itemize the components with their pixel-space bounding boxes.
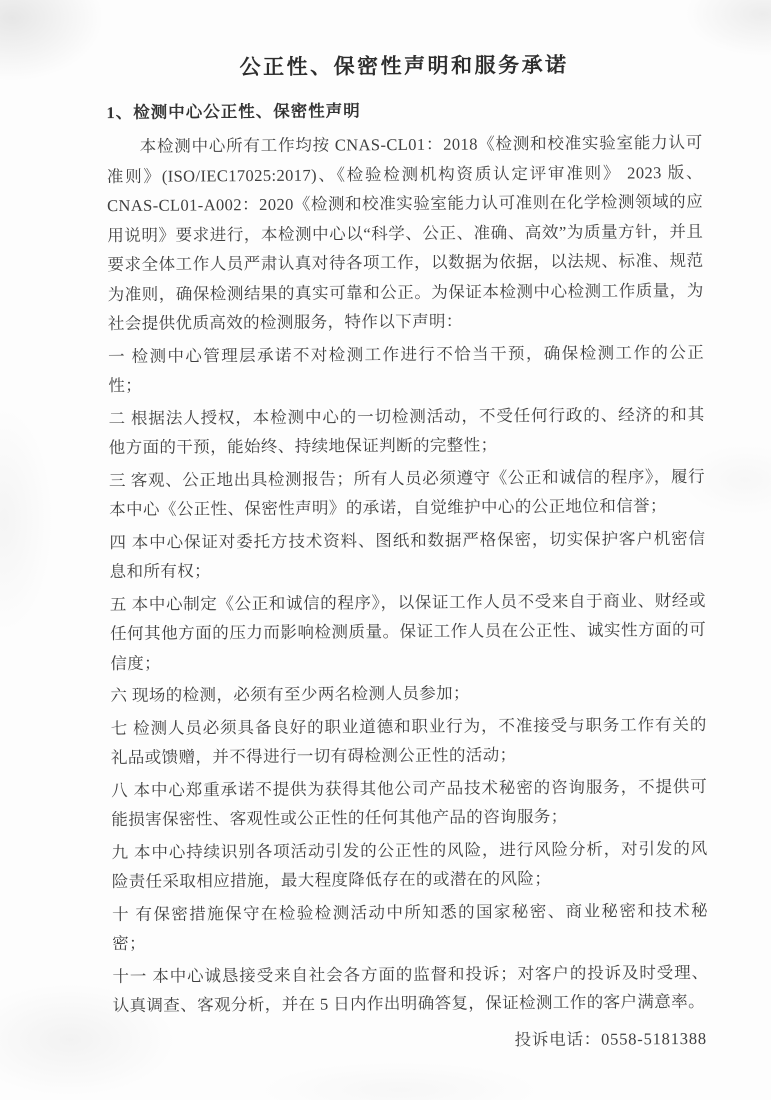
statement-item-4: 四 本中心保证对委托方技术资料、图纸和数据严格保密，切实保护客户机密信息和所有权； bbox=[109, 528, 706, 582]
statement-item-3: 三 客观、公正地出具检测报告；所有人员必须遵守《公正和诚信的程序》，履行本中心《公正性、保密性声明》的承诺，自觉维护中心的公正地位和信誉； bbox=[108, 466, 706, 520]
complaint-phone-number: 0558-5181388 bbox=[600, 1028, 707, 1049]
statement-item-11: 十一 本中心诚恳接受来自社会各方面的监督和投诉；对客户的投诉及时受理、认真调查、客观分析，并在 5 日内作出明确答复，保证检测工作的客户满意率。 bbox=[112, 962, 709, 1016]
complaint-phone-line bbox=[113, 1023, 707, 1057]
complaint-phone-label: 投诉电话： bbox=[514, 1029, 602, 1049]
statement-item-10: 十 有保密措施保守在检验检测活动中所知悉的国家秘密、商业秘密和技术秘密； bbox=[111, 900, 709, 954]
statement-item-5: 五 本中心制定《公正和诚信的程序》，以保证工作人员不受来自于商业、财经或任何其他方面的压力而影响检测质量。保证工作人员在公正性、诚实性方面的可信度； bbox=[109, 590, 707, 673]
statement-item-7: 七 检测人员必须具备良好的职业道德和职业行为，不准接受与职务工作有关的礼品或馈赠，并不得进行一切有碍检测公正性的活动； bbox=[110, 714, 707, 768]
document-title: 公正性、保密性声明和服务承诺 bbox=[239, 52, 569, 80]
document-content bbox=[106, 48, 709, 1057]
section-heading: 1、检测中心公正性、保密性声明 bbox=[106, 101, 361, 123]
statement-item-6: 六 现场的检测，必须有至少两名检测人员参加； bbox=[110, 683, 470, 706]
statement-item-2: 二 根据法人授权，本检测中心的一切检测活动，不受任何行政的、经济的和其他方面的干预，能始终、持续地保证判断的完整性； bbox=[108, 404, 705, 458]
statement-item-1: 一 检测中心管理层承诺不对检测工作进行不恰当干预，确保检测工作的公正性； bbox=[108, 342, 705, 396]
statement-item-8: 八 本中心郑重承诺不提供为获得其他公司产品技术秘密的咨询服务，不提供可能损害保密性、客观性或公正性的任何其他产品的咨询服务； bbox=[111, 776, 708, 830]
intro-paragraph: 本检测中心所有工作均按 CNAS-CL01：2018《检测和校准实验室能力认可准则》(ISO/IEC17025:2017)、《检验检测机构资质认定评审准则》 2023 版、CNAS-CL01-A002：2020《检测和校准实验室能力认可准则在化学检测领域的应用说明》要求进行，本检测中心以“科学、公正、准确、高效”为质量方针，并且要求全体工作人员严肃认真对待各项工作，以数据为依据，以法规、标准、规范为准则，确保检测结果的真实可靠和公正。为保证本检测中心检测工作质量，为社会提供优质高效的检测服务，特作以下声明： bbox=[106, 132, 704, 334]
statement-item-9: 九 本中心持续识别各项活动引发的公正性的风险，进行风险分析，对引发的风险责任采取相应措施，最大程度降低存在的或潜在的风险； bbox=[111, 838, 708, 892]
